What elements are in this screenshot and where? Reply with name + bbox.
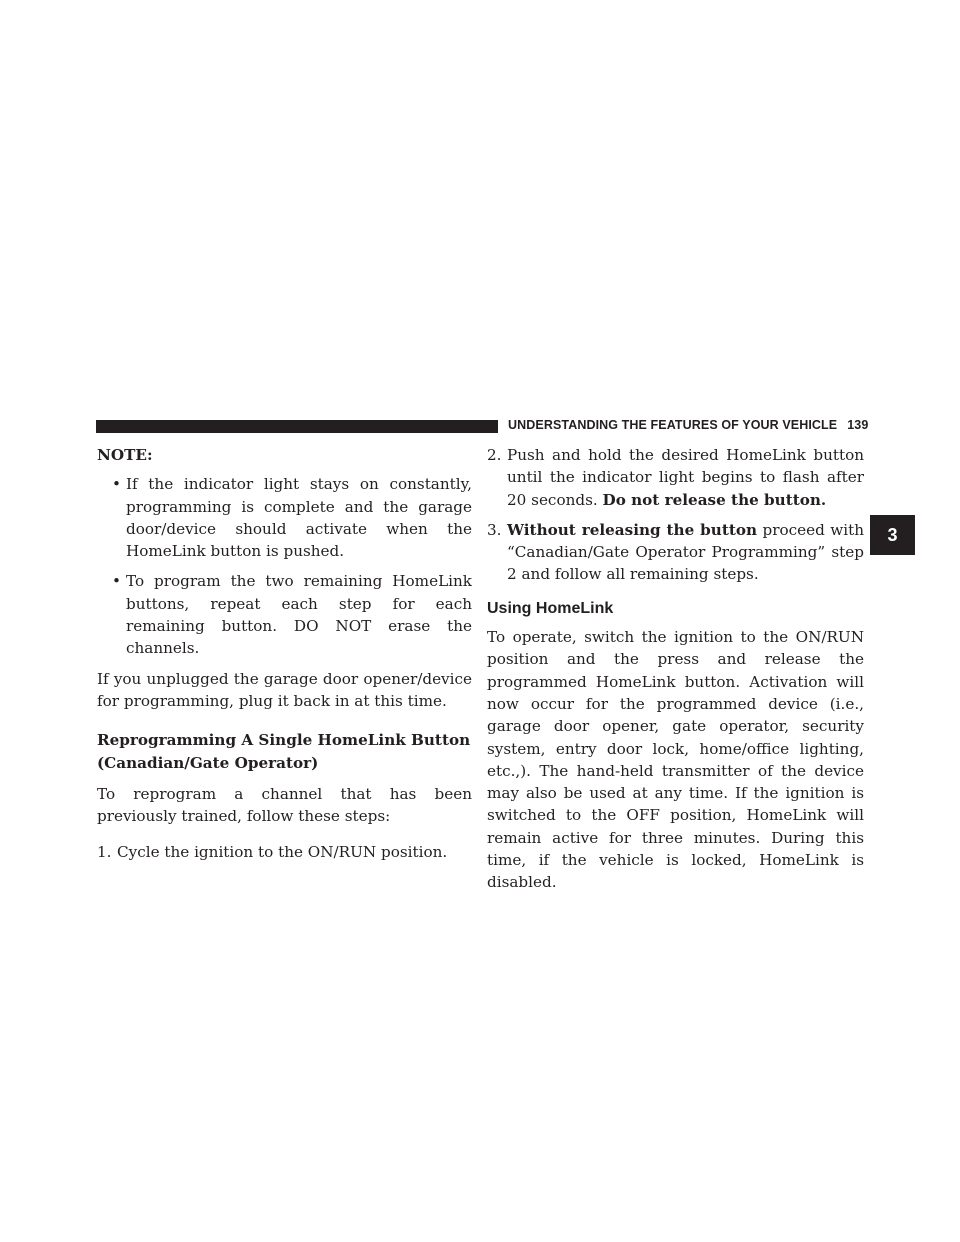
paragraph-operate: To operate, switch the ignition to the ON/RUN position and the press and release the programmed HomeLink button. Activation will now occur for the programmed device (i.e., garage door opener, gate operator, security system, entry door lock, home/office lighting, etc.,). The hand-held transmitter of the device may also be used at any time. If the ignition is switched to the OFF position, HomeLink will remain active for three minutes. During this time, if the vehicle is locked, HomeLink is disabled. — [487, 628, 864, 892]
paragraph-unplugged: If you unplugged the garage door opener/device for programming, plug it back in at this time. — [97, 669, 472, 710]
subheading-line: (Canadian/Gate Operator) — [97, 753, 319, 772]
note-bullet — [97, 473, 472, 562]
step-text: Push and hold the desired HomeLink button until the indicator light begins to flash after 20 seconds. — [507, 446, 864, 509]
step-number: 1. — [97, 843, 112, 862]
step-3 — [487, 519, 864, 586]
note-label: NOTE: — [97, 446, 153, 464]
step-2 — [487, 444, 864, 511]
running-header — [508, 418, 868, 432]
heading-using-homelink: Using HomeLink — [487, 599, 614, 617]
subheading-line: Reprogramming A Single HomeLink Button — [97, 731, 471, 750]
step-emphasis: Without releasing the button — [507, 520, 758, 539]
paragraph-reprogram: To reprogram a channel that has been previously trained, follow these steps: — [97, 784, 472, 826]
step-text: proceed with “Canadian/Gate Operator Programming” step 2 and follow all remaining steps. — [507, 520, 865, 584]
step-emphasis: Do not release the button. — [602, 490, 827, 509]
header-rule — [96, 420, 498, 433]
step-1 — [97, 841, 472, 863]
right-column — [487, 444, 864, 903]
bullet-text: To program the two remaining HomeLink buttons, repeat each step for each remaining button. DO NOT erase the channels. — [126, 572, 472, 658]
bullet-dot-icon: • — [112, 572, 121, 591]
subheading-reprogramming — [97, 729, 472, 774]
bullet-text: If the indicator light stays on constantly, programming is complete and the garage door/device should activate when the HomeLink button is pushed. — [126, 475, 472, 561]
left-column — [97, 444, 472, 864]
note-bullet — [97, 570, 472, 659]
step-number: 3. — [487, 520, 502, 539]
step-text: Cycle the ignition to the ON/RUN position. — [117, 843, 448, 862]
step-number: 2. — [487, 446, 502, 464]
page-number: 139 — [847, 418, 869, 432]
bullet-dot-icon: • — [112, 475, 121, 494]
section-title: UNDERSTANDING THE FEATURES OF YOUR VEHICLE — [508, 418, 838, 432]
chapter-tab: 3 — [870, 515, 915, 555]
